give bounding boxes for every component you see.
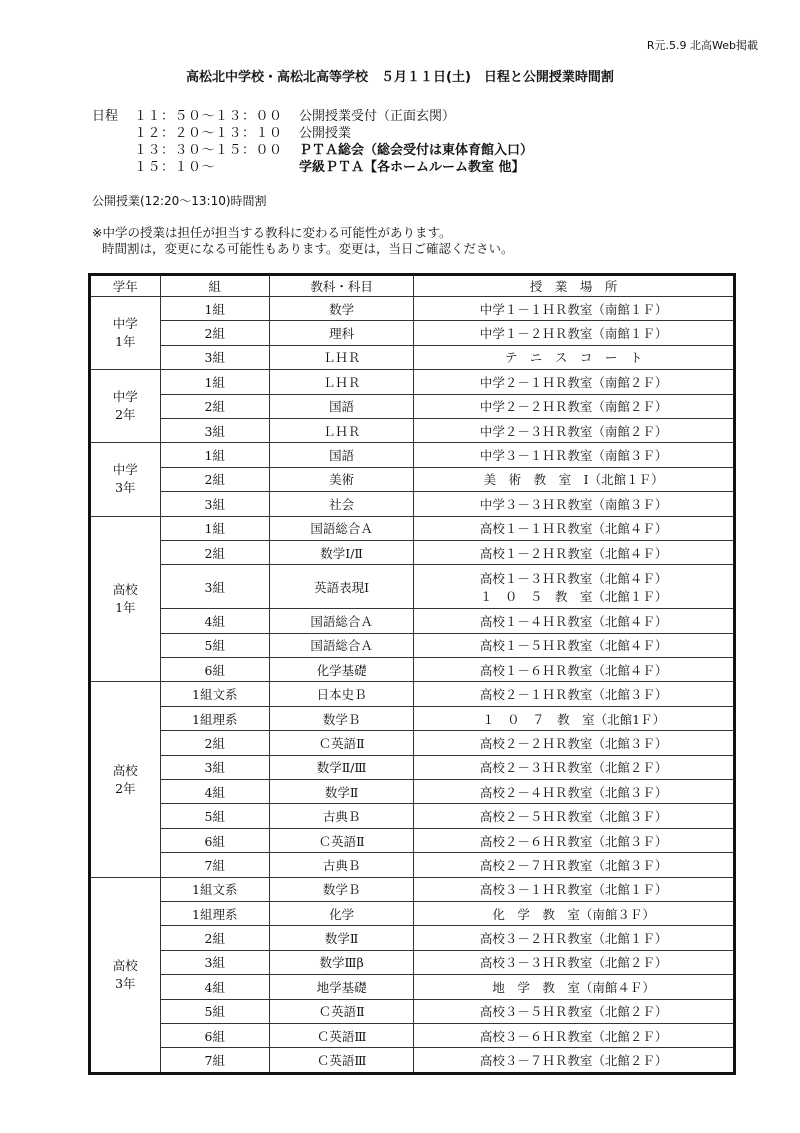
class-cell: 2組 xyxy=(160,321,269,345)
room-line: 高校３－７ＨＲ教室（北館２Ｆ） xyxy=(479,1053,668,1069)
grade-label: 1年 xyxy=(115,334,136,350)
room-line: 高校１－３ＨＲ教室（北館４Ｆ） xyxy=(479,570,668,586)
room-line: 高校３－３ＨＲ教室（北館２Ｆ） xyxy=(479,955,668,971)
schedule-time: １３：３０～１５：００ xyxy=(134,143,283,158)
class-cell: 3組 xyxy=(160,418,269,442)
table-row xyxy=(90,633,735,657)
subject-cell: 古典Ｂ xyxy=(269,853,413,877)
room-cell xyxy=(414,394,735,418)
grade-label: 高校 xyxy=(112,762,138,778)
subject-cell: 理科 xyxy=(269,321,413,345)
room-cell xyxy=(414,345,735,369)
subject-cell: 数学Ⅰ/Ⅱ xyxy=(269,540,413,564)
room-line: 地 学 教 室（南館４Ｆ） xyxy=(492,979,655,995)
subject-cell: 美術 xyxy=(269,467,413,491)
table-row xyxy=(90,901,735,925)
room-cell xyxy=(414,492,735,516)
room-cell xyxy=(414,975,735,999)
class-cell: 1組理系 xyxy=(160,901,269,925)
table-row xyxy=(90,682,735,706)
grade-cell xyxy=(90,516,161,682)
schedule-time: １５：１０～ xyxy=(134,160,216,175)
subject-cell: ＬＨＲ xyxy=(269,418,413,442)
table-row xyxy=(90,345,735,369)
timetable xyxy=(88,273,736,1075)
room-line: 中学３－１ＨＲ教室（南館３Ｆ） xyxy=(479,448,668,464)
schedule-row xyxy=(92,142,533,159)
table-row xyxy=(90,950,735,974)
room-cell xyxy=(414,297,735,321)
table-row xyxy=(90,1048,735,1073)
web-publish-stamp: R元.5.9 北高Web掲載 xyxy=(646,39,758,52)
grade-label: 中学 xyxy=(112,316,138,332)
table-row xyxy=(90,492,735,516)
grade-cell xyxy=(90,370,161,443)
schedule-label: 日程 xyxy=(92,109,119,124)
note-line: 時間割は，変更になる可能性もあります。変更は，当日ご確認ください。 xyxy=(102,241,514,256)
table-row xyxy=(90,828,735,852)
page-title: 高松北中学校・高松北高等学校 ５月１１日(土) 日程と公開授業時間割 xyxy=(186,70,614,85)
table-row xyxy=(90,540,735,564)
room-cell xyxy=(414,731,735,755)
class-cell: 3組 xyxy=(160,565,269,609)
subject-cell: 数学Ⅱ xyxy=(269,780,413,804)
subject-cell: 数学Ⅱ xyxy=(269,926,413,950)
subject-cell: 国語総合Ａ xyxy=(269,609,413,633)
room-line: 高校２－７ＨＲ教室（北館３Ｆ） xyxy=(479,857,668,873)
schedule-time: １１：５０～１３：００ xyxy=(134,109,283,124)
grade-label: 中学 xyxy=(112,462,138,478)
room-cell xyxy=(414,682,735,706)
subject-cell: 英語表現Ⅰ xyxy=(269,565,413,609)
room-line: 中学１－１ＨＲ教室（南館１Ｆ） xyxy=(479,301,668,317)
schedule-block xyxy=(92,108,533,176)
subject-cell: Ｃ英語Ⅱ xyxy=(269,999,413,1023)
class-cell: 3組 xyxy=(160,755,269,779)
room-cell xyxy=(414,565,735,609)
room-line: テ ニ ス コ ー ト xyxy=(504,350,643,366)
class-cell: 3組 xyxy=(160,950,269,974)
grade-label: 3年 xyxy=(115,480,136,496)
subject-cell: ＬＨＲ xyxy=(269,345,413,369)
room-line: 高校３－６ＨＲ教室（北館２Ｆ） xyxy=(479,1028,668,1044)
grade-label: 2年 xyxy=(115,780,136,796)
room-line: 高校２－１ＨＲ教室（北館３Ｆ） xyxy=(479,687,668,703)
subject-cell: Ｃ英語Ⅱ xyxy=(269,731,413,755)
class-cell: 4組 xyxy=(160,609,269,633)
room-line: 高校２－６ＨＲ教室（北館３Ｆ） xyxy=(479,833,668,849)
room-line: 高校２－４ＨＲ教室（北館３Ｆ） xyxy=(479,784,668,800)
table-header-row xyxy=(90,275,735,297)
table-row xyxy=(90,926,735,950)
subject-cell: Ｃ英語Ⅲ xyxy=(269,1023,413,1047)
class-cell: 1組文系 xyxy=(160,682,269,706)
schedule-time: １２：２０～１３：１０ xyxy=(134,126,283,141)
subject-cell: 化学 xyxy=(269,901,413,925)
room-cell xyxy=(414,999,735,1023)
class-cell: 4組 xyxy=(160,975,269,999)
grade-label: 1年 xyxy=(115,599,136,615)
room-line: 高校３－５ＨＲ教室（北館２Ｆ） xyxy=(479,1004,668,1020)
class-cell: 2組 xyxy=(160,540,269,564)
table-row xyxy=(90,804,735,828)
subject-cell: 国語 xyxy=(269,394,413,418)
class-cell: 2組 xyxy=(160,731,269,755)
room-line: 中学１－２ＨＲ教室（南館１Ｆ） xyxy=(479,326,668,342)
room-line: 高校２－２ＨＲ教室（北館３Ｆ） xyxy=(479,735,668,751)
table-row xyxy=(90,877,735,901)
room-line: 化 学 教 室（南館３Ｆ） xyxy=(492,906,655,922)
class-cell: 2組 xyxy=(160,926,269,950)
table-row xyxy=(90,370,735,394)
room-line: 高校１－６ＨＲ教室（北館４Ｆ） xyxy=(479,662,668,678)
room-line: １ ０ ５ 教 室（北館１Ｆ） xyxy=(479,588,668,604)
header-room: 授 業 場 所 xyxy=(414,275,735,297)
header-subject: 教科・科目 xyxy=(269,275,413,297)
grade-cell xyxy=(90,297,161,370)
table-row xyxy=(90,394,735,418)
room-line: 美 術 教 室 Ⅰ（北館１Ｆ） xyxy=(483,472,664,488)
class-cell: 2組 xyxy=(160,467,269,491)
room-line: 中学２－３ＨＲ教室（南館２Ｆ） xyxy=(479,423,668,439)
class-cell: 1組 xyxy=(160,297,269,321)
subject-cell: 地学基礎 xyxy=(269,975,413,999)
table-row xyxy=(90,658,735,682)
subject-cell: 数学Ｂ xyxy=(269,877,413,901)
room-line: 高校１－４ＨＲ教室（北館４Ｆ） xyxy=(479,613,668,629)
table-row xyxy=(90,706,735,730)
subject-cell: 数学Ｂ xyxy=(269,706,413,730)
schedule-row xyxy=(92,108,533,125)
room-cell xyxy=(414,877,735,901)
room-cell xyxy=(414,443,735,467)
room-cell xyxy=(414,1048,735,1073)
schedule-row xyxy=(92,125,533,142)
grade-label: 2年 xyxy=(115,407,136,423)
class-cell: 1組 xyxy=(160,443,269,467)
table-row xyxy=(90,853,735,877)
room-cell xyxy=(414,804,735,828)
room-cell xyxy=(414,609,735,633)
subject-cell: 古典Ｂ xyxy=(269,804,413,828)
room-cell xyxy=(414,901,735,925)
grade-label: 高校 xyxy=(112,957,138,973)
subject-cell: 化学基礎 xyxy=(269,658,413,682)
subject-cell: Ｃ英語Ⅲ xyxy=(269,1048,413,1073)
table-row xyxy=(90,975,735,999)
schedule-desc: ＰＴＡ総会（総会受付は東体育館入口） xyxy=(299,143,534,158)
room-line: 中学２－１ＨＲ教室（南館２Ｆ） xyxy=(479,374,668,390)
grade-label: 中学 xyxy=(112,389,138,405)
note-line: ※中学の授業は担任が担当する教科に変わる可能性があります。 xyxy=(92,225,452,240)
class-cell: 2組 xyxy=(160,394,269,418)
class-cell: 5組 xyxy=(160,999,269,1023)
room-line: 高校３－２ＨＲ教室（北館１Ｆ） xyxy=(479,931,668,947)
table-row xyxy=(90,731,735,755)
table-row xyxy=(90,755,735,779)
header-class: 組 xyxy=(160,275,269,297)
room-cell xyxy=(414,828,735,852)
room-cell xyxy=(414,321,735,345)
header-grade: 学年 xyxy=(90,275,161,297)
room-line: 高校２－３ＨＲ教室（北館２Ｆ） xyxy=(479,760,668,776)
table-row xyxy=(90,297,735,321)
subject-cell: 国語総合Ａ xyxy=(269,516,413,540)
class-cell: 3組 xyxy=(160,492,269,516)
subject-cell: 国語総合Ａ xyxy=(269,633,413,657)
class-cell: 5組 xyxy=(160,804,269,828)
room-line: 中学３－３ＨＲ教室（南館３Ｆ） xyxy=(479,496,668,512)
subject-cell: Ｃ英語Ⅱ xyxy=(269,828,413,852)
class-cell: 1組 xyxy=(160,516,269,540)
schedule-desc: 公開授業受付（正面玄関） xyxy=(299,109,456,124)
class-cell: 6組 xyxy=(160,828,269,852)
table-row xyxy=(90,565,735,609)
table-row xyxy=(90,609,735,633)
room-cell xyxy=(414,516,735,540)
room-cell xyxy=(414,418,735,442)
room-cell xyxy=(414,706,735,730)
subject-cell: 国語 xyxy=(269,443,413,467)
class-cell: 7組 xyxy=(160,1048,269,1073)
subject-cell: 社会 xyxy=(269,492,413,516)
table-row xyxy=(90,443,735,467)
room-line: 高校１－２ＨＲ教室（北館４Ｆ） xyxy=(479,545,668,561)
table-row xyxy=(90,999,735,1023)
timetable-subtitle: 公開授業(12:20～13:10)時間割 xyxy=(92,194,267,208)
table-row xyxy=(90,321,735,345)
subject-cell: 数学Ⅲβ xyxy=(269,950,413,974)
schedule-desc: 学級ＰＴＡ【各ホームルーム教室 他】 xyxy=(299,160,525,175)
room-cell xyxy=(414,540,735,564)
notes xyxy=(92,225,514,257)
subject-cell: 日本史Ｂ xyxy=(269,682,413,706)
schedule-desc: 公開授業 xyxy=(299,126,352,141)
room-cell xyxy=(414,780,735,804)
room-cell xyxy=(414,755,735,779)
class-cell: 6組 xyxy=(160,658,269,682)
room-cell xyxy=(414,467,735,491)
class-cell: 4組 xyxy=(160,780,269,804)
room-line: 高校２－５ＨＲ教室（北館３Ｆ） xyxy=(479,809,668,825)
class-cell: 3組 xyxy=(160,345,269,369)
class-cell: 7組 xyxy=(160,853,269,877)
room-cell xyxy=(414,658,735,682)
table-row xyxy=(90,1023,735,1047)
room-cell xyxy=(414,370,735,394)
table-row xyxy=(90,418,735,442)
class-cell: 1組 xyxy=(160,370,269,394)
table-row xyxy=(90,467,735,491)
class-cell: 6組 xyxy=(160,1023,269,1047)
class-cell: 1組理系 xyxy=(160,706,269,730)
table-row xyxy=(90,780,735,804)
room-line: 高校１－５ＨＲ教室（北館４Ｆ） xyxy=(479,638,668,654)
subject-cell: 数学 xyxy=(269,297,413,321)
grade-cell xyxy=(90,877,161,1073)
room-cell xyxy=(414,950,735,974)
grade-label: 高校 xyxy=(112,581,138,597)
room-cell xyxy=(414,1023,735,1047)
subject-cell: 数学Ⅱ/Ⅲ xyxy=(269,755,413,779)
schedule-row xyxy=(92,159,533,176)
room-line: 高校１－１ＨＲ教室（北館４Ｆ） xyxy=(479,521,668,537)
room-line: 高校３－１ＨＲ教室（北館１Ｆ） xyxy=(479,882,668,898)
room-line: 中学２－２ＨＲ教室（南館２Ｆ） xyxy=(479,399,668,415)
class-cell: 1組文系 xyxy=(160,877,269,901)
grade-label: 3年 xyxy=(115,975,136,991)
room-line: １ ０ ７ 教 室（北館1Ｆ） xyxy=(482,711,666,727)
grade-cell xyxy=(90,443,161,516)
table-row xyxy=(90,516,735,540)
room-cell xyxy=(414,853,735,877)
subject-cell: ＬＨＲ xyxy=(269,370,413,394)
grade-cell xyxy=(90,682,161,877)
room-cell xyxy=(414,633,735,657)
class-cell: 5組 xyxy=(160,633,269,657)
room-cell xyxy=(414,926,735,950)
timetable-body xyxy=(90,297,735,1074)
